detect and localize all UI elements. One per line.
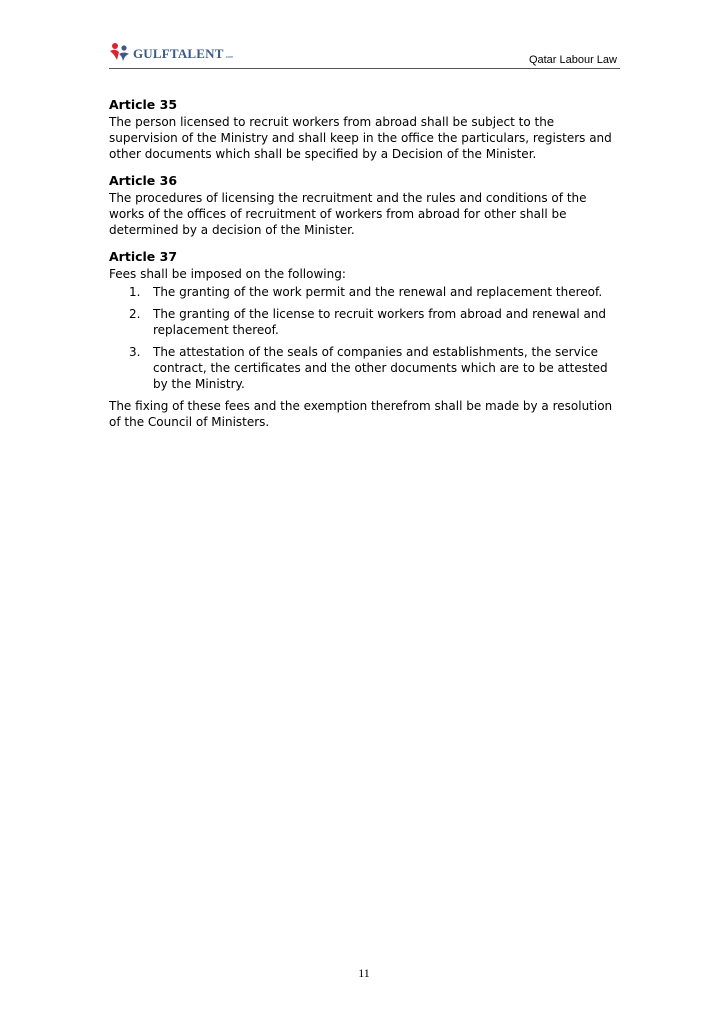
gulftalent-logo: [109, 40, 233, 62]
list-item-text: The granting of the work permit and the renewal and replacement thereof.: [153, 285, 603, 299]
list-item-text: The attestation of the seals of companies and establishments, the service contract, the certificates and the other documents which are to be attested by the Ministry.: [153, 345, 608, 391]
list-item-number: 1.: [129, 285, 141, 299]
article-37: [109, 248, 624, 430]
list-item-text: The granting of the license to recruit workers from abroad and renewal and replacement thereof.: [153, 307, 607, 337]
list-item: [109, 344, 624, 392]
article-text: Fees shall be imposed on the following:: [109, 267, 346, 281]
article-title: Article 37: [109, 249, 178, 264]
article-closing-text: The fixing of these fees and the exemption therefrom shall be made by a resolution of the Council of Ministers.: [109, 399, 613, 429]
fee-list: [109, 284, 624, 392]
article-text: The person licensed to recruit workers from abroad shall be subject to the supervision of the Ministry and shall keep in the office the particulars, registers and other documents which shall be specified by a Decision of the Minister.: [109, 115, 612, 161]
article-title: Article 35: [109, 97, 178, 112]
logo-wordmark: GULFTALENT: [133, 46, 224, 61]
page-number: 11: [358, 966, 370, 980]
people-logo-icon: [109, 42, 131, 62]
article-title: Article 36: [109, 173, 178, 188]
logo-suffix: .com: [224, 54, 234, 59]
document-body: [109, 96, 624, 440]
list-item-number: 3.: [129, 345, 141, 359]
article-35: [109, 96, 624, 162]
article-36: [109, 172, 624, 238]
list-item: [109, 306, 624, 338]
list-item: [109, 284, 624, 300]
header-divider: [109, 68, 620, 69]
list-item-number: 2.: [129, 307, 141, 321]
page-header: [109, 38, 620, 70]
document-title: Qatar Labour Law: [528, 54, 617, 66]
article-text: The procedures of licensing the recruitment and the rules and conditions of the works of the offices of recruitment of workers from abroad for other shall be determined by a decision of the Minister.: [109, 191, 587, 237]
